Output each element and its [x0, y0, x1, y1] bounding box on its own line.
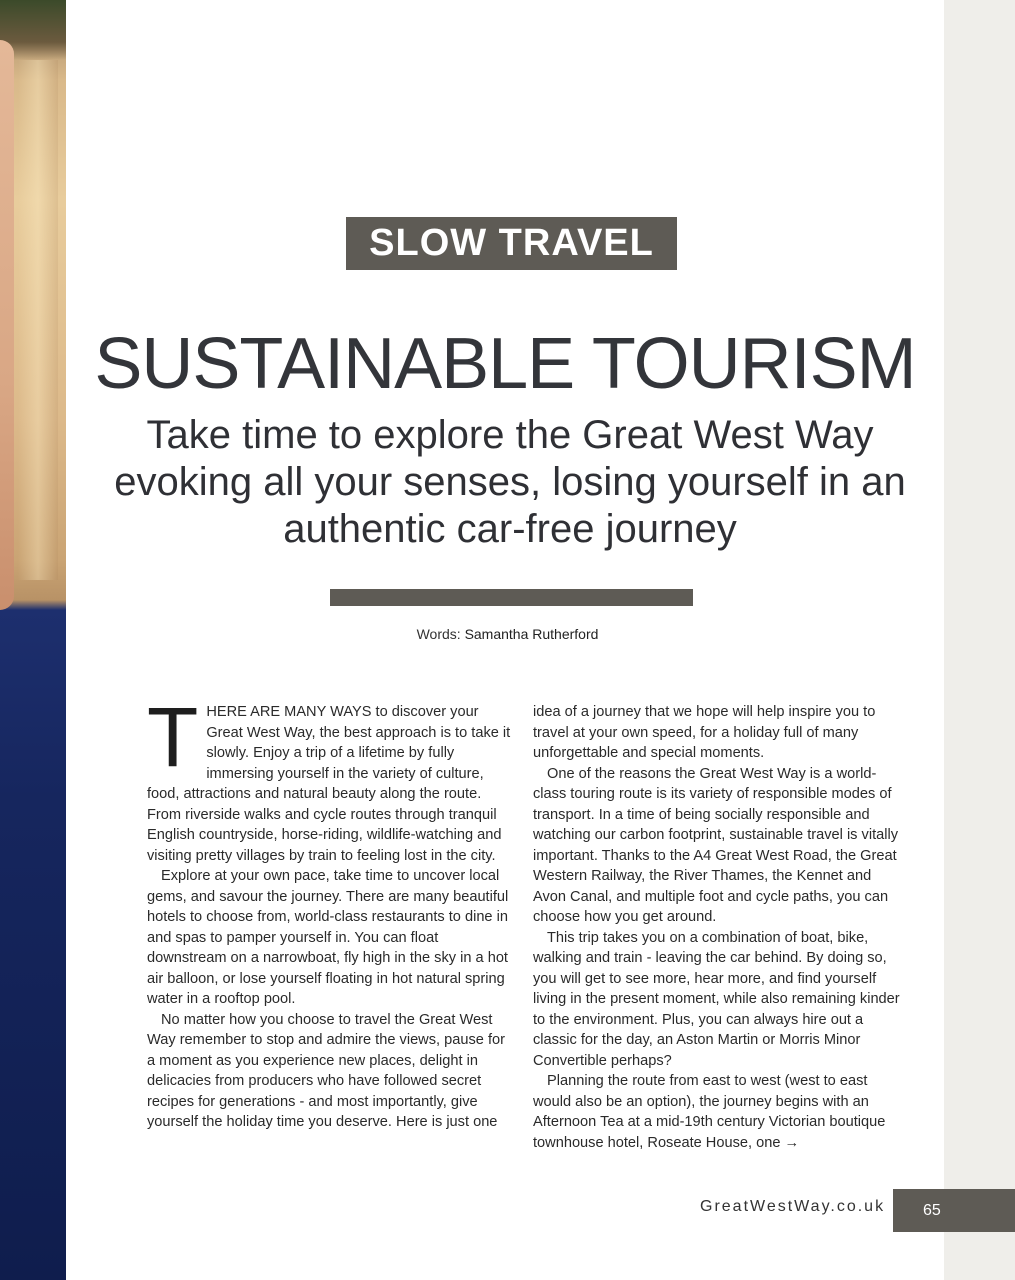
- byline: [0, 626, 1015, 642]
- article-paragraph: Explore at your own pace, take time to uncover local gems, and savour the journey. There are many beautiful hotels to choose from, world-class restaurants to dine in and spas to pamper yourself in. You can float downstream on a narrowboat, fly high in the sky in a hot air balloon, or lose yourself floating in hot natural spring water in a rooftop pool.: [147, 868, 509, 1007]
- article-paragraph: No matter how you choose to travel the Great West Way remember to stop and admire the views, pause for a moment as you experience new places, delight in delicacies from producers who have followed secret recipes for generations - and most importantly, give yourself the holiday time you deserve. Here is just one: [147, 1011, 505, 1130]
- article-column-right: [533, 702, 901, 1153]
- article-column-left: [147, 690, 515, 1133]
- section-label-badge: [346, 217, 677, 270]
- divider-rule: [330, 589, 693, 606]
- article-paragraph: Planning the route from east to west (west to east would also be an option), the journey begins with an Afternoon Tea at a mid-19th century Victorian boutique townhouse hotel, Roseate House, one →: [533, 1073, 886, 1151]
- photo-face-edge: [0, 40, 14, 610]
- article-headline: SUSTAINABLE TOURISM: [94, 324, 916, 404]
- footer-website: GreatWestWay.co.uk: [700, 1198, 886, 1215]
- photo-hair: [18, 60, 58, 580]
- section-label: SLOW TRAVEL: [369, 222, 654, 264]
- article-paragraph: idea of a journey that we hope will help inspire you to travel at your own speed, for a holiday full of many unforgettable and special moments.: [533, 704, 876, 761]
- byline-prefix: Words:: [416, 626, 461, 642]
- byline-author: Samantha Rutherford: [464, 626, 599, 642]
- article-subheadline: Take time to explore the Great West Way evoking all your senses, losing yourself in an authentic car-free journey: [114, 413, 906, 551]
- article-paragraph: One of the reasons the Great West Way is a world-class touring route is its variety of responsible modes of transport. In a time of being socially responsible and watching our carbon footprint, sustainable travel is vitally important. Thanks to the A4 Great West Road, the Great Western Railway, the River Thames, the Kennet and Avon Canal, and multiple foot and cycle paths, you can choose how you get around.: [533, 765, 899, 925]
- drop-cap: T: [147, 690, 199, 784]
- page-number: 65: [893, 1189, 1015, 1232]
- article-paragraph: This trip takes you on a combination of boat, bike, walking and train - leaving the car behind. By doing so, you will get to see more, hear more, and find yourself living in the present moment, while also remaining kinder to the environment. Plus, you can always hire out a classic for the day, an Aston Martin or Morris Minor Convertible perhaps?: [533, 929, 900, 1069]
- article-paragraph: THERE ARE MANY WAYS to discover your Great West Way, the best approach is to take it slowly. Enjoy a trip of a lifetime by fully immersing yourself in the variety of culture, food, attractions and natural beauty along the route. From riverside walks and cycle routes through tranquil English countryside, horse-riding, wildlife-watching and visiting pretty villages by train to feeling lost in the city.: [147, 690, 511, 864]
